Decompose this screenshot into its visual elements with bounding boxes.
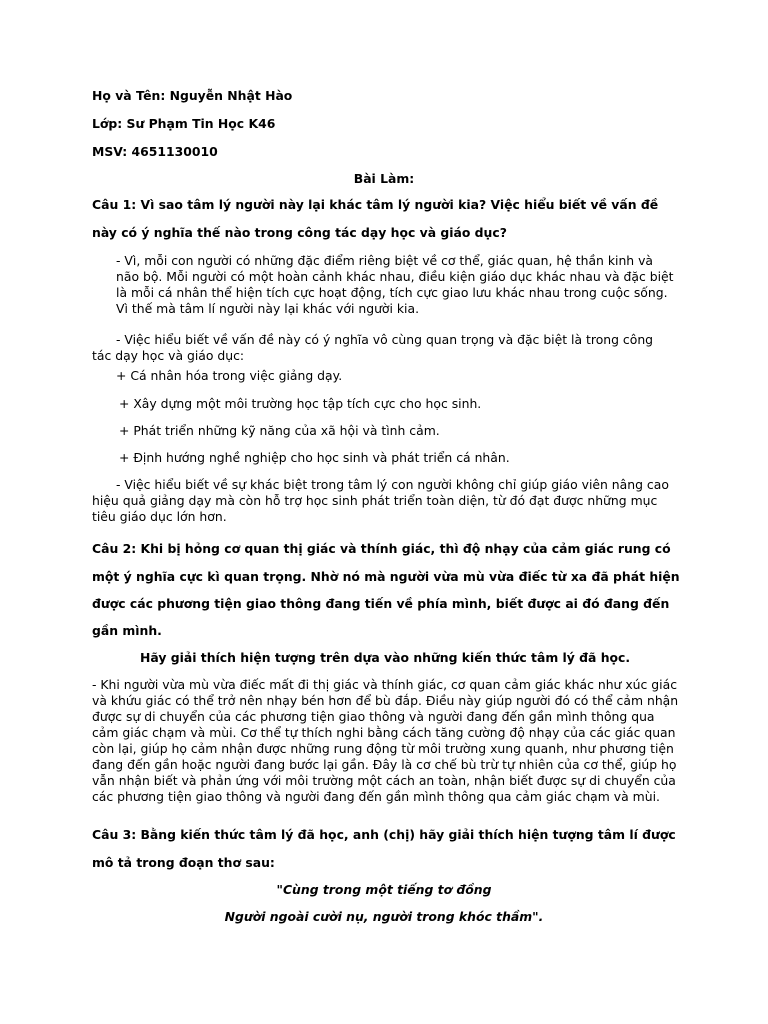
q2-instruction: Hãy giải thích hiện tượng trên dựa vào những kiến thức tâm lý đã học. xyxy=(140,650,631,665)
q1-question-line: Câu 1: Vì sao tâm lý người này lại khác tâm lý người kia? Việc hiểu biết về vấn đề xyxy=(92,197,659,212)
student-id: MSV: 4651130010 xyxy=(92,144,218,159)
q3-question-line: Câu 3: Bằng kiến thức tâm lý đã học, anh (chị) hãy giải thích hiện tượng tâm lí được xyxy=(92,827,676,842)
q2-question-line: được các phương tiện giao thông đang tiến về phía mình, biết được ai đó đang đến xyxy=(92,596,670,611)
q2-question-line: Câu 2: Khi bị hỏng cơ quan thị giác và thính giác, thì độ nhạy của cảm giác rung có xyxy=(92,541,671,556)
poem-line: Người ngoài cười nụ, người trong khóc thầm". xyxy=(224,909,544,924)
q3-question-line: mô tả trong đoạn thơ sau: xyxy=(92,855,275,870)
q2-question-line: gần mình. xyxy=(92,623,162,638)
student-class: Lớp: Sư Phạm Tin Học K46 xyxy=(92,116,276,131)
q1-answer-text: - Việc hiểu biết về sự khác biệt trong tâm lý con người không chỉ giúp giáo viên nâng cao hiệu quả giảng dạy mà còn hỗ trợ học sinh phát triển toàn diện, từ đó đạt được những mục tiêu giáo dục lớn hơn. xyxy=(92,477,669,524)
q1-bullet: + Định hướng nghề nghiệp cho học sinh và phát triển cá nhân. xyxy=(119,450,510,465)
q2-answer-text: - Khi người vừa mù vừa điếc mất đi thị giác và thính giác, cơ quan cảm giác khác như xúc giác và khứu giác có thể trở nên nhạy bén hơn để bù đắp. Điều này giúp người đó có thể cảm nhận được sự di chuyển của các phương tiện giao thông và người đang đến gần mình thông qua cảm giác chạm và mùi. Cơ thể tự thích nghi bằng cách tăng cường độ nhạy của các giác quan còn lại, giúp họ cảm nhận được những rung động từ môi trường xung quanh, như phương tiện đang đến gần hoặc người đang bước lại gần. Đây là cơ chế bù trừ tự nhiên của cơ thể, giúp họ vẫn nhận biết và phản ứng với môi trường một cách an toàn, nhận biết được sự di chuyển của các phương tiện giao thông và người đang đến gần mình thông qua cảm giác chạm và mùi. xyxy=(92,677,679,804)
q1-answer-paragraph xyxy=(92,332,667,364)
q2-answer-paragraph xyxy=(92,677,680,805)
q1-answer-paragraph xyxy=(116,253,676,317)
student-name: Họ và Tên: Nguyễn Nhật Hào xyxy=(92,88,293,103)
q1-answer-text: - Vì, mỗi con người có những đặc điểm riêng biệt về cơ thể, giác quan, hệ thần kinh và não bộ. Mỗi người có một hoàn cảnh khác nhau, điều kiện giáo dục khác nhau và đặc biệt là mỗi cá nhân thể hiện tích cực hoạt động, tích cực giao lưu khác nhau trong cuộc sống. Vì thế mà tâm lí người này lại khác với người kia. xyxy=(116,253,674,316)
q1-bullet: + Phát triển những kỹ năng của xã hội và tình cảm. xyxy=(119,423,440,438)
q1-answer-text: - Việc hiểu biết về vấn đề này có ý nghĩa vô cùng quan trọng và đặc biệt là trong công tác dạy học và giáo dục: xyxy=(92,332,654,363)
q2-question-line: một ý nghĩa cực kì quan trọng. Nhờ nó mà người vừa mù vừa điếc từ xa đã phát hiện xyxy=(92,569,680,584)
q1-answer-paragraph xyxy=(92,477,682,525)
poem-line: "Cùng trong một tiếng tơ đồng xyxy=(276,882,492,897)
document-title: Bài Làm: xyxy=(353,171,415,186)
q1-bullet: + Xây dựng một môi trường học tập tích cực cho học sinh. xyxy=(119,396,482,411)
q1-question-line: này có ý nghĩa thế nào trong công tác dạy học và giáo dục? xyxy=(92,225,507,240)
q1-bullet: + Cá nhân hóa trong việc giảng dạy. xyxy=(116,368,343,383)
